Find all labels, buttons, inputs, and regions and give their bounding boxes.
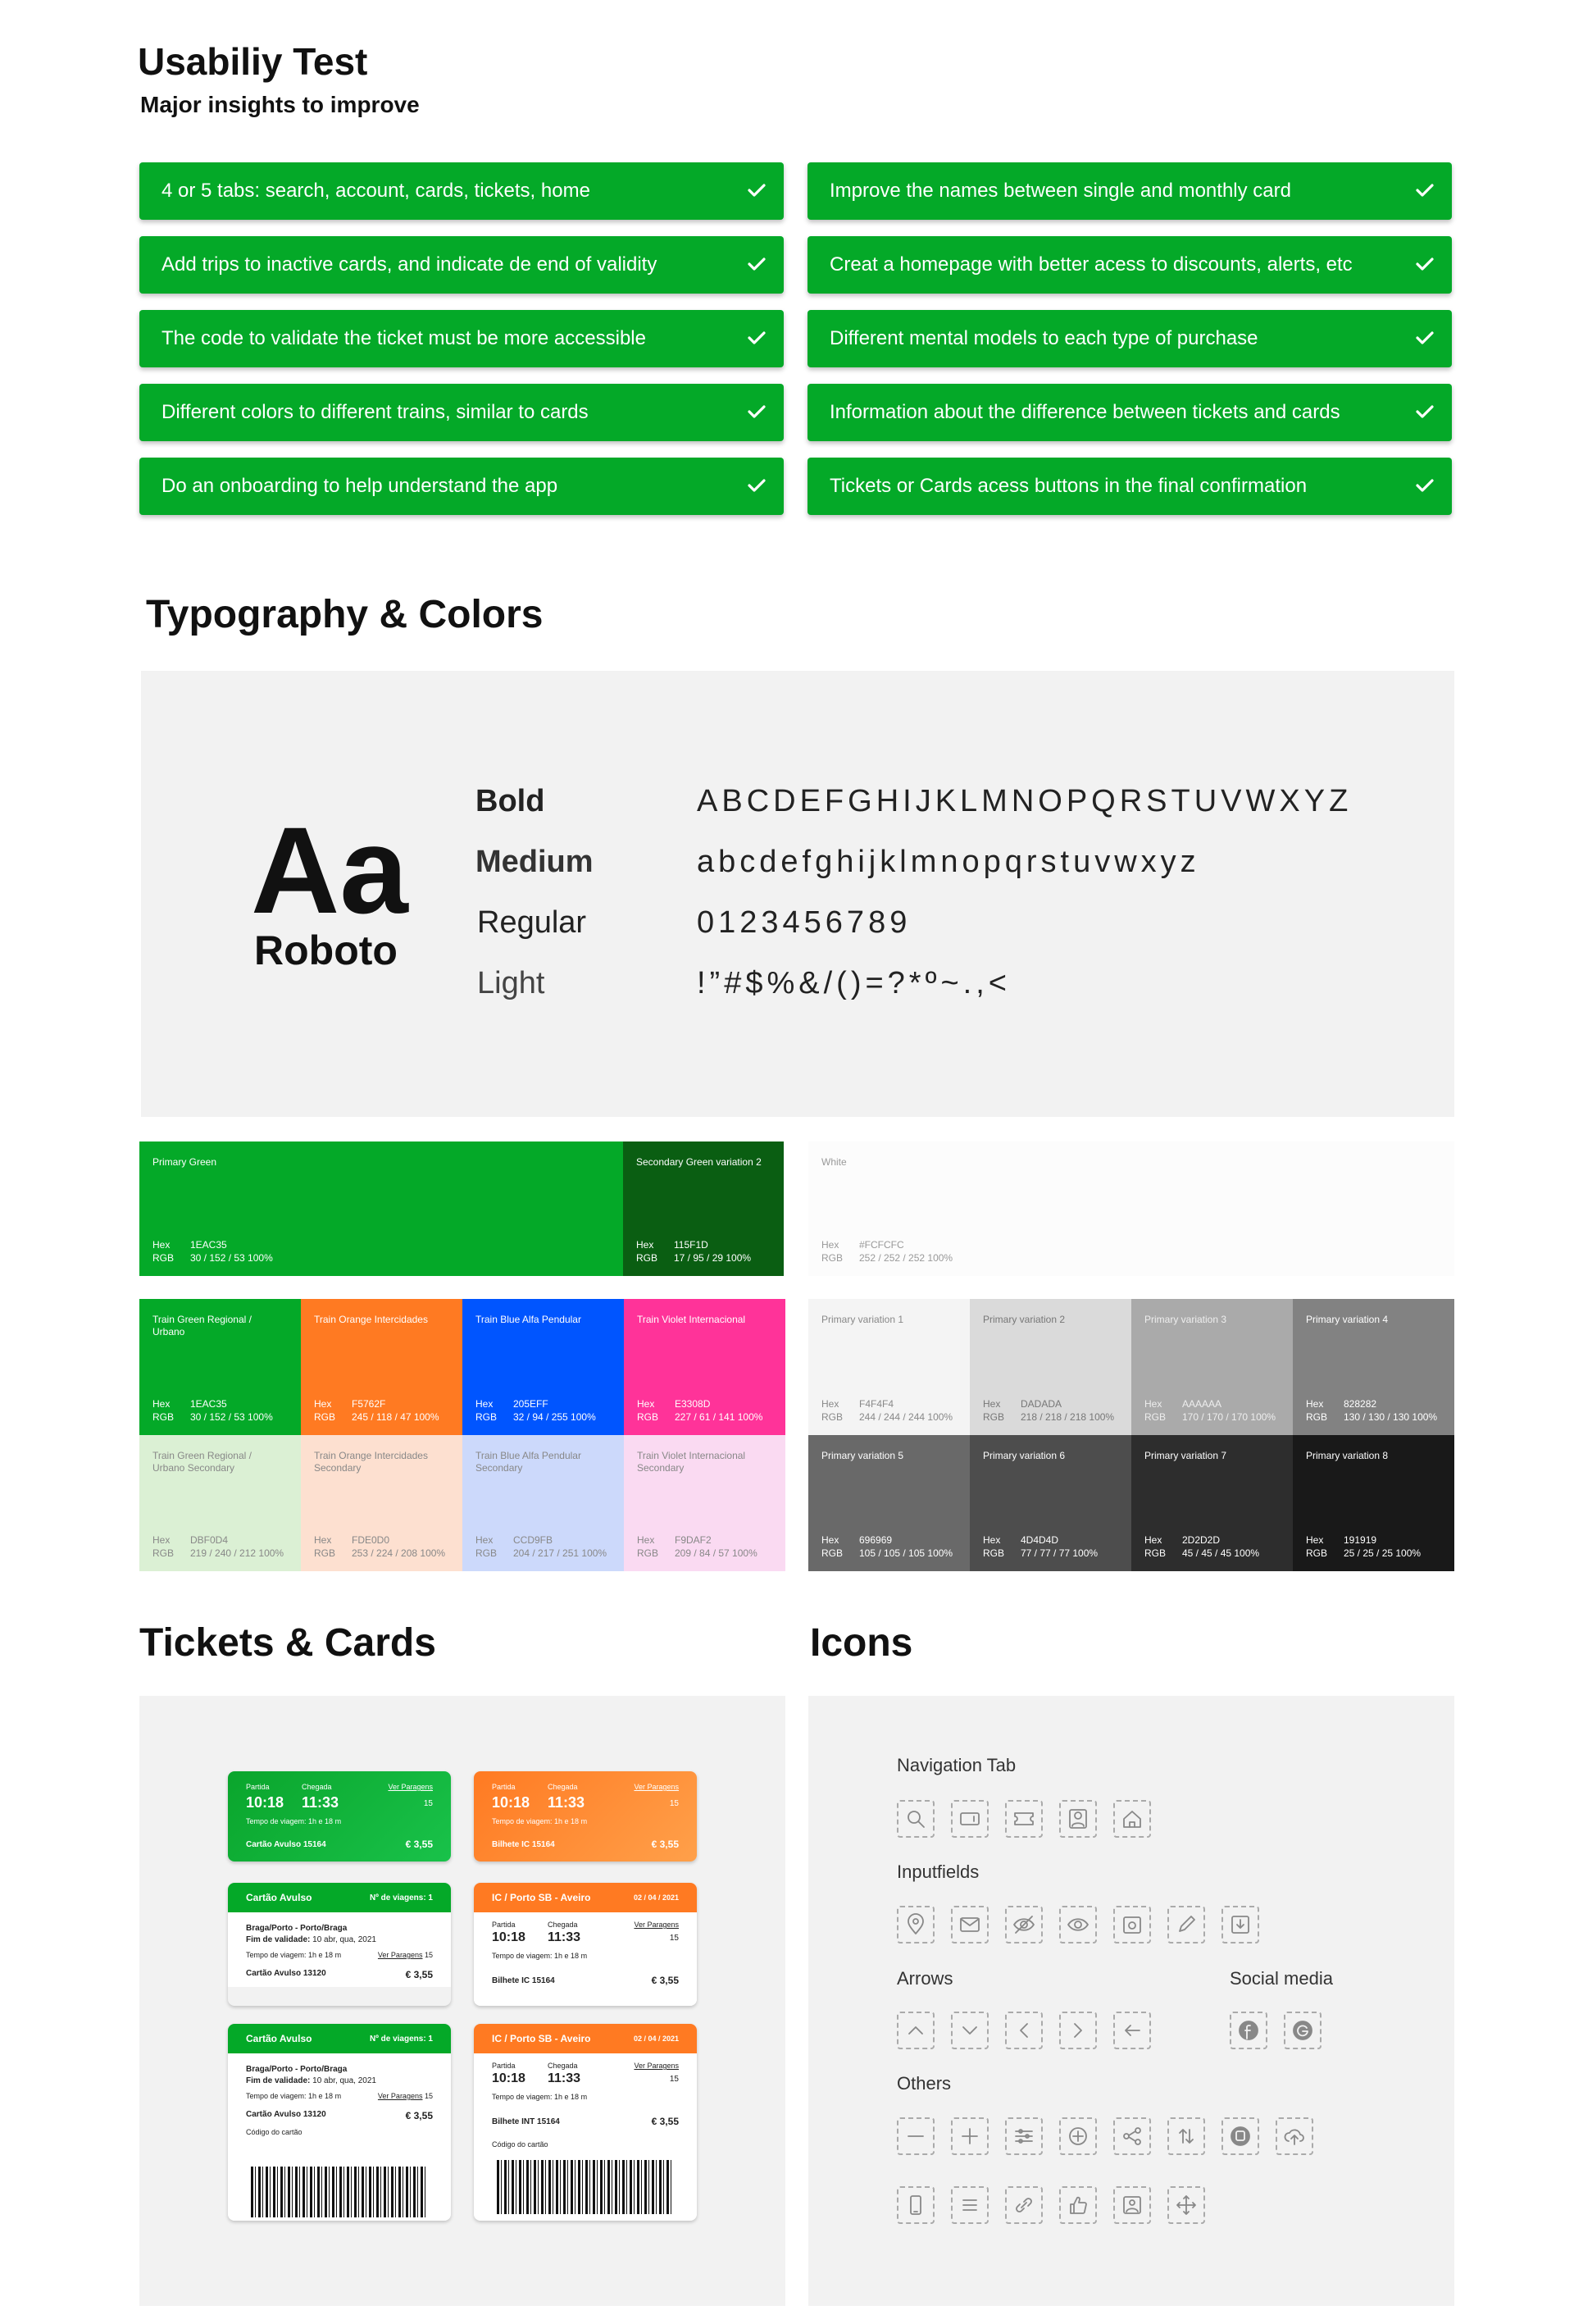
swatch-name: Train Blue Alfa Pendular Secondary bbox=[475, 1450, 581, 1474]
rgb-label: RGB bbox=[636, 1252, 658, 1264]
rgb-label: RGB bbox=[1306, 1547, 1328, 1559]
color-swatch bbox=[808, 1141, 1454, 1276]
move-icon bbox=[1167, 2186, 1205, 2224]
rgb-value: 105 / 105 / 105 100% bbox=[859, 1547, 953, 1559]
card-icon bbox=[951, 1800, 989, 1838]
train-icon bbox=[1221, 2117, 1259, 2155]
color-swatch bbox=[1131, 1435, 1293, 1571]
rgb-value: 45 / 45 / 45 100% bbox=[1182, 1547, 1260, 1559]
rgb-value: 227 / 61 / 141 100% bbox=[675, 1411, 763, 1423]
card-title: Cartão Avulso bbox=[246, 1892, 312, 1903]
card-id: Bilhete INT 15164 bbox=[492, 2117, 560, 2126]
swatch-name: Train Violet Internacional Secondary bbox=[637, 1450, 746, 1474]
hex-label: Hex bbox=[314, 1534, 332, 1546]
color-swatch bbox=[139, 1141, 623, 1276]
card-price: € 3,55 bbox=[405, 2110, 433, 2121]
travel-time: Tempo de viagem: 1h e 18 m bbox=[246, 1817, 342, 1825]
ver-paragens-link[interactable]: Ver Paragens bbox=[634, 2062, 679, 2070]
hex-value: 696969 bbox=[859, 1534, 893, 1546]
travel-time: Tempo de viagem: 1h e 18 m bbox=[492, 1817, 588, 1825]
card-avulso-code[interactable] bbox=[228, 2024, 451, 2221]
label-chegada: Chegada bbox=[548, 1921, 578, 1929]
swatch-name: White bbox=[821, 1156, 847, 1168]
card-id: Bilhete IC 15164 bbox=[492, 1976, 555, 1985]
chevron-left-icon bbox=[1005, 2012, 1043, 2049]
insight-text: Different colors to different trains, similar to cards bbox=[161, 401, 589, 423]
ticket-icon bbox=[1005, 1800, 1043, 1838]
check-icon bbox=[744, 174, 769, 207]
insight-item[interactable] bbox=[807, 236, 1452, 294]
color-swatch bbox=[624, 1435, 785, 1571]
chevron-up-icon bbox=[897, 2012, 935, 2049]
rgb-value: 253 / 224 / 208 100% bbox=[352, 1547, 446, 1559]
color-swatch bbox=[139, 1299, 301, 1435]
arrival-time: 11:33 bbox=[548, 2071, 581, 2085]
rgb-value: 32 / 94 / 255 100% bbox=[513, 1411, 596, 1423]
chevron-right-icon bbox=[1059, 2012, 1097, 2049]
card-ic[interactable] bbox=[474, 1883, 697, 2006]
valid-label: Fim de validade: bbox=[246, 2076, 311, 2085]
stops-count: 15 bbox=[423, 1799, 433, 1808]
insight-item[interactable] bbox=[139, 162, 784, 220]
swatch-name: Primary variation 5 bbox=[821, 1450, 904, 1461]
page-title: Usabiliy Test bbox=[138, 40, 368, 83]
hex-value: 2D2D2D bbox=[1182, 1534, 1221, 1546]
departure-time: 10:18 bbox=[492, 1930, 525, 1944]
filter-icon bbox=[1005, 2117, 1043, 2155]
hex-label: Hex bbox=[637, 1534, 655, 1546]
hex-value: DBF0D4 bbox=[190, 1534, 229, 1546]
color-swatch bbox=[301, 1435, 462, 1571]
travel-time: Tempo de viagem: 1h e 18 m bbox=[492, 2093, 588, 2101]
swap-icon bbox=[1167, 2117, 1205, 2155]
swatch-name: Primary Green bbox=[152, 1156, 217, 1168]
ver-paragens-link[interactable]: Ver Paragens bbox=[377, 2092, 423, 2100]
phone-icon bbox=[897, 2186, 935, 2224]
group-label-navigation: Navigation Tab bbox=[897, 1755, 1017, 1775]
font-sample: Aa bbox=[251, 801, 408, 939]
hex-label: Hex bbox=[1144, 1534, 1162, 1546]
hex-value: #FCFCFC bbox=[859, 1239, 904, 1251]
rgb-value: 252 / 252 / 252 100% bbox=[859, 1252, 953, 1264]
rgb-label: RGB bbox=[475, 1547, 498, 1559]
hex-label: Hex bbox=[475, 1534, 494, 1546]
swatch-name: Train Violet Internacional bbox=[637, 1314, 746, 1325]
group-label-arrows: Arrows bbox=[897, 1968, 953, 1989]
departure-time: 10:18 bbox=[492, 1794, 530, 1811]
rgb-value: 77 / 77 / 77 100% bbox=[1021, 1547, 1099, 1559]
card-title: IC / Porto SB - Aveiro bbox=[492, 1892, 591, 1903]
weight-bold: Bold bbox=[475, 784, 545, 818]
color-swatch bbox=[808, 1435, 970, 1571]
ver-paragens-link[interactable]: Ver Paragens bbox=[377, 1951, 423, 1959]
code-label: Código do cartão bbox=[246, 2128, 303, 2136]
stops-count: 15 bbox=[669, 1799, 679, 1808]
ver-paragens-link[interactable]: Ver Paragens bbox=[634, 1783, 679, 1791]
weight-regular: Regular bbox=[477, 905, 587, 940]
swatch-name: Primary variation 6 bbox=[983, 1450, 1066, 1461]
swatch-name: Primary variation 2 bbox=[983, 1314, 1066, 1325]
hex-label: Hex bbox=[983, 1398, 1001, 1410]
rgb-label: RGB bbox=[1144, 1547, 1167, 1559]
label-chegada: Chegada bbox=[548, 2062, 578, 2070]
card-id: Cartão Avulso 13120 bbox=[246, 1969, 326, 1978]
group-label-others: Others bbox=[897, 2073, 952, 2094]
rgb-label: RGB bbox=[637, 1547, 659, 1559]
departure-time: 10:18 bbox=[492, 2071, 525, 2085]
hex-value: 115F1D bbox=[674, 1239, 708, 1251]
hex-value: 1EAC35 bbox=[190, 1398, 227, 1410]
color-swatch bbox=[623, 1141, 784, 1276]
check-icon bbox=[1413, 395, 1437, 428]
hex-label: Hex bbox=[637, 1398, 655, 1410]
eye-off-icon bbox=[1005, 1906, 1043, 1944]
valid-label: Fim de validade: bbox=[246, 1935, 311, 1944]
rgb-value: 130 / 130 / 130 100% bbox=[1344, 1411, 1438, 1423]
ver-paragens-link[interactable]: Ver Paragens bbox=[388, 1783, 433, 1791]
hex-label: Hex bbox=[821, 1398, 839, 1410]
edit-icon bbox=[1167, 1906, 1205, 1944]
swatch-name: Train Orange Intercidades Secondary bbox=[314, 1450, 428, 1474]
section-title-tickets: Tickets & Cards bbox=[139, 1621, 436, 1665]
swatch-name: Primary variation 7 bbox=[1144, 1450, 1227, 1461]
color-swatch bbox=[1293, 1435, 1454, 1571]
insight-text: Creat a homepage with better acess to discounts, alerts, etc bbox=[830, 253, 1353, 276]
arrival-time: 11:33 bbox=[548, 1794, 585, 1811]
typography-panel bbox=[141, 671, 1454, 1117]
link-icon bbox=[1005, 2186, 1043, 2224]
rgb-label: RGB bbox=[475, 1411, 498, 1423]
facebook-icon bbox=[1230, 2012, 1267, 2049]
rgb-label: RGB bbox=[152, 1547, 175, 1559]
card-barcode bbox=[497, 2160, 674, 2214]
travel-time: Tempo de viagem: 1h e 18 m bbox=[246, 2092, 342, 2100]
label-partida: Partida bbox=[492, 1921, 516, 1929]
charset-upper: ABCDEFGHIJKLMNOPQRSTUVWXYZ bbox=[697, 784, 1353, 818]
check-icon bbox=[1413, 248, 1437, 280]
hex-label: Hex bbox=[636, 1239, 654, 1251]
color-swatch bbox=[1131, 1299, 1293, 1435]
rgb-label: RGB bbox=[983, 1411, 1005, 1423]
account-icon bbox=[1059, 1800, 1097, 1838]
rgb-value: 245 / 118 / 47 100% bbox=[352, 1411, 439, 1423]
rgb-label: RGB bbox=[1306, 1411, 1328, 1423]
hex-value: 205EFF bbox=[513, 1398, 548, 1410]
group-label-inputfields: Inputfields bbox=[897, 1861, 980, 1882]
ver-paragens-link[interactable]: Ver Paragens bbox=[634, 1921, 679, 1929]
ticket-orange[interactable] bbox=[474, 1771, 697, 1861]
hex-label: Hex bbox=[1306, 1398, 1324, 1410]
hex-value: 828282 bbox=[1344, 1398, 1377, 1410]
rgb-value: 25 / 25 / 25 100% bbox=[1344, 1547, 1422, 1559]
list-icon bbox=[951, 2186, 989, 2224]
card-title: IC / Porto SB - Aveiro bbox=[492, 2033, 591, 2044]
tickets-panel bbox=[139, 1696, 785, 2306]
minus-icon bbox=[897, 2117, 935, 2155]
color-swatch bbox=[462, 1299, 624, 1435]
insight-item[interactable] bbox=[139, 458, 784, 515]
card-int-code[interactable] bbox=[474, 2024, 697, 2221]
image-icon bbox=[1113, 2186, 1151, 2224]
insight-text: The code to validate the ticket must be more accessible bbox=[161, 327, 646, 349]
swatch-name: Secondary Green variation 2 bbox=[636, 1156, 762, 1168]
home-icon bbox=[1113, 1800, 1151, 1838]
rgb-value: 218 / 218 / 218 100% bbox=[1021, 1411, 1115, 1423]
add-circle-icon bbox=[1059, 2117, 1097, 2155]
color-swatch bbox=[462, 1435, 624, 1571]
check-icon bbox=[744, 395, 769, 428]
hex-value: CCD9FB bbox=[513, 1534, 553, 1546]
swatch-name: Primary variation 3 bbox=[1144, 1314, 1227, 1325]
check-icon bbox=[1413, 174, 1437, 207]
insight-item[interactable] bbox=[807, 310, 1452, 367]
arrow-left-icon bbox=[1113, 2012, 1151, 2049]
card-price: € 3,55 bbox=[651, 2116, 679, 2127]
section-title-icons: Icons bbox=[810, 1621, 913, 1665]
swatch-name: Train Green Regional / Urbano bbox=[152, 1314, 252, 1337]
chevron-down-icon bbox=[951, 2012, 989, 2049]
valid-date: 10 abr, qua, 2021 bbox=[312, 1935, 376, 1944]
travel-time: Tempo de viagem: 1h e 18 m bbox=[246, 1951, 342, 1959]
insight-item[interactable] bbox=[807, 384, 1452, 441]
ticket-green[interactable] bbox=[228, 1771, 451, 1861]
label-chegada: Chegada bbox=[548, 1783, 578, 1791]
search-icon bbox=[897, 1800, 935, 1838]
hex-value: AAAAAA bbox=[1182, 1398, 1222, 1410]
card-avulso[interactable] bbox=[228, 1883, 451, 2006]
plus-icon bbox=[951, 2117, 989, 2155]
rgb-value: 30 / 152 / 53 100% bbox=[190, 1252, 273, 1264]
rgb-value: 244 / 244 / 244 100% bbox=[859, 1411, 953, 1423]
mail-icon bbox=[951, 1906, 989, 1944]
card-barcode bbox=[251, 2167, 428, 2217]
swatch-name: Primary variation 1 bbox=[821, 1314, 904, 1325]
rgb-label: RGB bbox=[821, 1547, 844, 1559]
rgb-label: RGB bbox=[637, 1411, 659, 1423]
stops-count: 15 bbox=[424, 2092, 433, 2100]
color-swatch bbox=[139, 1435, 301, 1571]
hex-label: Hex bbox=[152, 1239, 171, 1251]
card-date: 02 / 04 / 2021 bbox=[633, 1893, 679, 1902]
hex-value: 4D4D4D bbox=[1021, 1534, 1059, 1546]
swatch-name: Train Blue Alfa Pendular bbox=[475, 1314, 581, 1325]
label-partida: Partida bbox=[492, 1783, 516, 1791]
location-icon bbox=[897, 1906, 935, 1944]
like-icon bbox=[1059, 2186, 1097, 2224]
charset-lower: abcdefghijklmnopqrstuvwxyz bbox=[697, 845, 1200, 879]
rgb-label: RGB bbox=[314, 1411, 336, 1423]
insight-item[interactable] bbox=[807, 162, 1452, 220]
stops-count: 15 bbox=[669, 2075, 679, 2084]
card-date: 02 / 04 / 2021 bbox=[633, 2035, 679, 2043]
card-price: € 3,55 bbox=[651, 1975, 679, 1986]
charset-digits: 0123456789 bbox=[697, 905, 912, 940]
hex-value: F9DAF2 bbox=[675, 1534, 712, 1546]
card-trips: Nº de viagens: 1 bbox=[369, 2034, 433, 2044]
hex-value: F5762F bbox=[352, 1398, 386, 1410]
check-icon bbox=[1413, 321, 1437, 354]
card-route: Braga/Porto - Porto/Braga bbox=[246, 2065, 348, 2074]
weight-medium: Medium bbox=[475, 845, 594, 879]
ticket-id: Cartão Avulso 15164 bbox=[246, 1840, 326, 1849]
swatch-name: Train Green Regional / Urbano Secondary bbox=[152, 1450, 252, 1474]
color-swatch bbox=[970, 1435, 1131, 1571]
check-icon bbox=[1413, 469, 1437, 502]
valid-date: 10 abr, qua, 2021 bbox=[312, 2076, 376, 2085]
label-partida: Partida bbox=[492, 2062, 516, 2070]
group-label-social: Social media bbox=[1230, 1968, 1333, 1989]
hex-label: Hex bbox=[821, 1239, 839, 1251]
rgb-value: 170 / 170 / 170 100% bbox=[1182, 1411, 1276, 1423]
label-partida: Partida bbox=[246, 1783, 270, 1791]
swatch-name: Primary variation 4 bbox=[1306, 1314, 1389, 1325]
hex-value: 1EAC35 bbox=[190, 1239, 227, 1251]
insight-text: Do an onboarding to help understand the app bbox=[161, 475, 558, 497]
hex-label: Hex bbox=[821, 1534, 839, 1546]
hex-label: Hex bbox=[152, 1534, 171, 1546]
rgb-label: RGB bbox=[152, 1411, 175, 1423]
rgb-value: 204 / 217 / 251 100% bbox=[513, 1547, 607, 1559]
page-subtitle: Major insights to improve bbox=[140, 92, 420, 117]
card-title: Cartão Avulso bbox=[246, 2033, 312, 2044]
google-icon bbox=[1284, 2012, 1322, 2049]
rgb-label: RGB bbox=[821, 1411, 844, 1423]
hex-label: Hex bbox=[152, 1398, 171, 1410]
color-swatch bbox=[624, 1299, 785, 1435]
rgb-value: 219 / 240 / 212 100% bbox=[190, 1547, 284, 1559]
card-id: Cartão Avulso 13120 bbox=[246, 2110, 326, 2119]
rgb-value: 209 / 84 / 57 100% bbox=[675, 1547, 757, 1559]
insight-item[interactable] bbox=[807, 458, 1452, 515]
rgb-label: RGB bbox=[983, 1547, 1005, 1559]
check-icon bbox=[744, 248, 769, 280]
rgb-value: 17 / 95 / 29 100% bbox=[674, 1252, 752, 1264]
swatch-name: Train Orange Intercidades bbox=[314, 1314, 428, 1325]
insight-text: 4 or 5 tabs: search, account, cards, tickets, home bbox=[161, 180, 590, 202]
card-route: Braga/Porto - Porto/Braga bbox=[246, 1924, 348, 1933]
stops-count: 15 bbox=[669, 1934, 679, 1943]
rgb-label: RGB bbox=[821, 1252, 844, 1264]
label-chegada: Chegada bbox=[302, 1783, 332, 1791]
hex-value: E3308D bbox=[675, 1398, 711, 1410]
calendar-icon bbox=[1113, 1906, 1151, 1944]
insight-item[interactable] bbox=[139, 384, 784, 441]
ticket-price: € 3,55 bbox=[651, 1839, 679, 1850]
icons-panel bbox=[808, 1696, 1454, 2306]
insight-text: Different mental models to each type of purchase bbox=[830, 327, 1258, 349]
color-swatch bbox=[808, 1299, 970, 1435]
rgb-label: RGB bbox=[1144, 1411, 1167, 1423]
eye-icon bbox=[1059, 1906, 1097, 1944]
arrival-time: 11:33 bbox=[548, 1930, 581, 1944]
ticket-price: € 3,55 bbox=[405, 1839, 433, 1850]
upload-cloud-icon bbox=[1276, 2117, 1313, 2155]
ticket-id: Bilhete IC 15164 bbox=[492, 1840, 555, 1849]
hex-label: Hex bbox=[475, 1398, 494, 1410]
hex-value: DADADA bbox=[1021, 1398, 1062, 1410]
hex-label: Hex bbox=[314, 1398, 332, 1410]
hex-value: 191919 bbox=[1344, 1534, 1377, 1546]
hex-value: FDE0D0 bbox=[352, 1534, 390, 1546]
hex-label: Hex bbox=[1144, 1398, 1162, 1410]
rgb-label: RGB bbox=[314, 1547, 336, 1559]
insight-text: Improve the names between single and monthly card bbox=[830, 180, 1291, 202]
card-price: € 3,55 bbox=[405, 1969, 433, 1980]
swatch-name: Primary variation 8 bbox=[1306, 1450, 1389, 1461]
card-trips: Nº de viagens: 1 bbox=[369, 1893, 433, 1902]
weight-light: Light bbox=[477, 966, 545, 1000]
insight-item[interactable] bbox=[139, 310, 784, 367]
insight-text: Add trips to inactive cards, and indicate de end of validity bbox=[161, 253, 657, 276]
insight-item[interactable] bbox=[139, 236, 784, 294]
download-icon bbox=[1221, 1906, 1259, 1944]
charset-symbols: !”#$%&/()=?*º~.,< bbox=[697, 966, 1011, 1000]
hex-label: Hex bbox=[983, 1534, 1001, 1546]
insight-text: Tickets or Cards acess buttons in the final confirmation bbox=[830, 475, 1308, 497]
check-icon bbox=[744, 469, 769, 502]
color-swatch bbox=[301, 1299, 462, 1435]
color-swatch bbox=[1293, 1299, 1454, 1435]
departure-time: 10:18 bbox=[246, 1794, 284, 1811]
rgb-label: RGB bbox=[152, 1252, 175, 1264]
font-name: Roboto bbox=[254, 927, 398, 973]
hex-value: F4F4F4 bbox=[859, 1398, 894, 1410]
code-label: Código do cartão bbox=[492, 2140, 548, 2149]
share-icon bbox=[1113, 2117, 1151, 2155]
arrival-time: 11:33 bbox=[302, 1794, 339, 1811]
travel-time: Tempo de viagem: 1h e 18 m bbox=[492, 1952, 588, 1960]
rgb-value: 30 / 152 / 53 100% bbox=[190, 1411, 273, 1423]
section-title-typography: Typography & Colors bbox=[146, 593, 544, 636]
check-icon bbox=[744, 321, 769, 354]
color-swatch bbox=[970, 1299, 1131, 1435]
insight-text: Information about the difference between tickets and cards bbox=[830, 401, 1340, 423]
stops-count: 15 bbox=[424, 1951, 433, 1959]
hex-label: Hex bbox=[1306, 1534, 1324, 1546]
